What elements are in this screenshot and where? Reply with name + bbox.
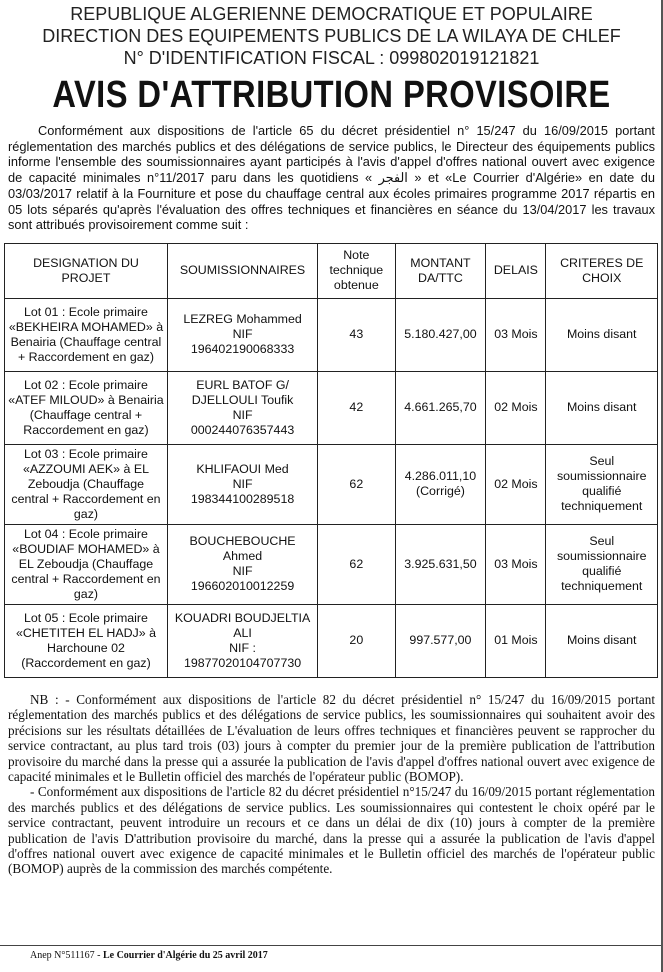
- cell-delais: 01 Mois: [486, 604, 546, 677]
- soumissionnaire-name: LEZREG Mohammed: [183, 312, 302, 327]
- nif-number: 198344100289518: [190, 491, 295, 506]
- attribution-table: [4, 243, 658, 678]
- cell-delais: 02 Mois: [486, 371, 546, 444]
- soumissionnaire-name: KHLIFAOUI Med: [196, 461, 289, 476]
- header-delais: DELAIS: [486, 243, 546, 298]
- table-row: [5, 298, 658, 371]
- table-row: [5, 371, 658, 444]
- nb-paragraph-1: NB : - Conformément aux dispositions de l'article 82 du décret présidentiel n° 15/247 du 16/09/2015 portant réglementation des marchés publics et des délégations de service publics, les soumissionnaires qui souhaitent avoir des précisions sur les résultats détaillées de L'évaluation de leurs offres techniques et financières peuvent se rapprocher du service contractant, au plus tard trois (03) jours à compter du premier jour de la première publication de l'attribution provisoire du marché dans la presse qui a assurée la publication de l'avis d'appel d'offres national ouvert avec exigence de capacité minimales et le Bulletin officiel des marchés de l'opérateur public (BOMOP).: [8, 691, 655, 784]
- nif-label: NIF: [232, 476, 253, 491]
- header-criteres: CRITERES DE CHOIX: [546, 243, 658, 298]
- cell-delais: 02 Mois: [486, 444, 546, 524]
- montant-value: 4.661.265,70: [404, 400, 477, 415]
- cell-designation: Lot 05 : Ecole primaire «CHETITEH EL HADJ» à Harchoune 02 (Raccordement en gaz): [5, 604, 168, 677]
- cell-montant: [395, 371, 486, 444]
- footer: [0, 945, 663, 961]
- cell-soumissionnaire: [167, 444, 317, 524]
- cell-critere: Seul soumissionnaire qualifié techniquement: [546, 524, 658, 604]
- table-row: [5, 524, 658, 604]
- cell-note: 62: [318, 444, 395, 524]
- cell-designation: Lot 02 : Ecole primaire «ATEF MILOUD» à Benairia (Chauffage central + Raccordement en gaz): [5, 371, 168, 444]
- nif-number: 000244076357443: [190, 422, 295, 437]
- nif-label: NIF: [232, 407, 253, 422]
- nb-paragraph-2: - Conformément aux dispositions de l'article 82 du décret présidentiel n°15/247 du 16/09/2015 portant réglementation des marchés publics et des délégations de service publics. Les soumissionnaires qui contestent le choix opéré par le service contractant, peuvent introduire un recours et ce dans un délai de dix (10) jours à compter de la première publication de l'avis D'attribution provisoire du marché, dans la presse qui a assurée la publication de l'avis d'appel d'offres national ouvert avec exigence de capacité minimales et le Bulletin officiel des marchés de l'opérateur public (BOMOP) auprès de la commission des marchés compétente.: [8, 784, 655, 877]
- header-republic: REPUBLIQUE ALGERIENNE DEMOCRATIQUE ET POPULAIRE: [70, 4, 593, 24]
- montant-note: (Corrigé): [415, 484, 465, 499]
- header-montant: MONTANT DA/TTC: [395, 243, 486, 298]
- cell-soumissionnaire: [167, 604, 317, 677]
- header-note: Note technique obtenue: [318, 243, 395, 298]
- cell-montant: [395, 524, 486, 604]
- nif-label: NIF :: [229, 640, 256, 655]
- notice-title: AVIS D'ATTRIBUTION PROVISOIRE: [52, 74, 611, 116]
- cell-delais: 03 Mois: [486, 524, 546, 604]
- cell-designation: Lot 03 : Ecole primaire «AZZOUMI AEK» à EL Zeboudja (Chauffage central + Raccordement en gaz): [5, 444, 168, 524]
- intro-paragraph: Conformément aux dispositions de l'article 65 du décret présidentiel n° 15/247 du 16/09/2015 portant réglementation des marchés publics et des délégations de service publics, le Directeur des équipements publics informe l'ensemble des soumissionnaires ayant participés à l'avis d'appel d'offres national ouvert avec exigence de capacité minimales n°11/2017 paru dans les quotidiens « الفجر » et «Le Courrier d'Algérie» en date du 03/03/2017 relatif à la Fourniture et pose du chauffage central aux écoles primaires programme 2017 répartis en 05 lots séparés qu'après l'évaluation des offres techniques et financières en séance du 13/04/2017 les travaux sont attribués provisoirement comme suit :: [8, 123, 655, 233]
- cell-critere: Moins disant: [546, 604, 658, 677]
- footer-credit: [0, 946, 663, 961]
- header-direction: DIRECTION DES EQUIPEMENTS PUBLICS DE LA WILAYA DE CHLEF: [42, 26, 621, 46]
- cell-montant: [395, 604, 486, 677]
- cell-critere: Moins disant: [546, 371, 658, 444]
- header-designation: DESIGNATION DU PROJET: [5, 243, 168, 298]
- cell-soumissionnaire: [167, 524, 317, 604]
- cell-note: 43: [318, 298, 395, 371]
- nif-number: 196602010012259: [190, 579, 295, 594]
- table-row: [5, 444, 658, 524]
- montant-value: 997.577,00: [409, 633, 472, 648]
- soumissionnaire-name: BOUCHEBOUCHE Ahmed: [189, 534, 296, 564]
- montant-value: 5.180.427,00: [404, 327, 477, 342]
- cell-montant: [395, 444, 486, 524]
- soumissionnaire-name: EURL BATOF G/ DJELLOULI Toufik: [191, 377, 294, 407]
- nif-number: 196402190068333: [190, 342, 295, 357]
- table-header-row: [5, 243, 658, 298]
- montant-value: 4.286.011,10: [404, 469, 477, 484]
- header: [4, 3, 659, 69]
- cell-critere: Moins disant: [546, 298, 658, 371]
- cell-delais: 03 Mois: [486, 298, 546, 371]
- header-soumissionnaires: SOUMISSIONNAIRES: [167, 243, 317, 298]
- cell-critere: Seul soumissionnaire qualifié techniquement: [546, 444, 658, 524]
- nif-label: NIF: [232, 327, 253, 342]
- nif-label: NIF: [232, 564, 253, 579]
- footer-anep: Anep N°511167 -: [30, 950, 101, 961]
- header-fiscal-id: N° D'IDENTIFICATION FISCAL : 099802019121821: [123, 48, 540, 68]
- cell-designation: Lot 01 : Ecole primaire «BEKHEIRA MOHAMED» à Benairia (Chauffage central + Raccordement en gaz): [5, 298, 168, 371]
- table-row: [5, 604, 658, 677]
- soumissionnaire-name: KOUADRI BOUDJELTIA ALI: [174, 610, 311, 640]
- nif-number: 19877020104707730: [183, 655, 302, 670]
- cell-note: 42: [318, 371, 395, 444]
- cell-note: 62: [318, 524, 395, 604]
- montant-value: 3.925.631,50: [404, 556, 477, 571]
- cell-montant: [395, 298, 486, 371]
- cell-designation: Lot 04 : Ecole primaire «BOUDIAF MOHAMED» à EL Zeboudja (Chauffage central + Raccordement en gaz): [5, 524, 168, 604]
- cell-soumissionnaire: [167, 371, 317, 444]
- nb-section: [8, 692, 655, 877]
- footer-source: Le Courrier d'Algérie du 25 avril 2017: [102, 950, 268, 961]
- cell-soumissionnaire: [167, 298, 317, 371]
- cell-note: 20: [318, 604, 395, 677]
